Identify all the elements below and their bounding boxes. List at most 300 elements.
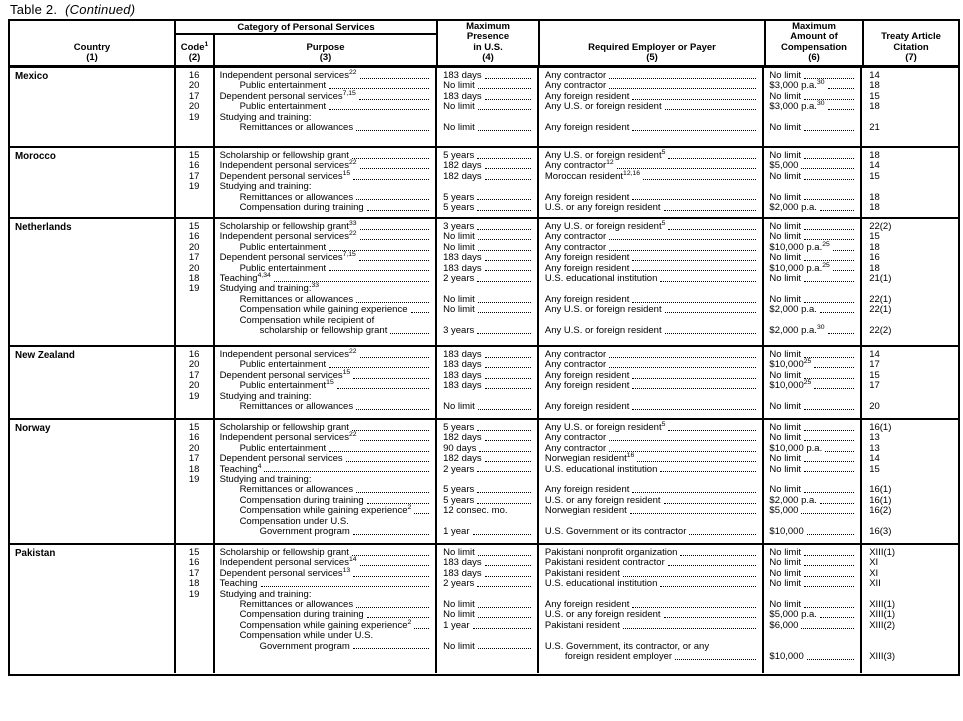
compensation-line: No limit xyxy=(769,423,858,433)
purpose-line: Scholarship or fellowship grant xyxy=(220,423,434,433)
compensation-line: $2,000 p.a. xyxy=(769,496,858,506)
footnote-marker: 22 xyxy=(348,431,357,439)
code-value xyxy=(176,642,213,652)
payer-line: Any U.S. or foreign resident xyxy=(545,326,761,336)
dot-leader xyxy=(353,569,429,577)
dot-leader xyxy=(668,423,756,431)
payer-line: Norwegian resident xyxy=(545,506,761,516)
footnote-marker: 15 xyxy=(326,379,334,387)
presence-line: 183 days xyxy=(443,569,535,579)
payer-line: Any contractor xyxy=(545,360,761,370)
presence-line: 183 days xyxy=(443,253,535,263)
purpose-line: scholarship or fellowship grant xyxy=(220,326,434,336)
dot-leader xyxy=(804,371,854,379)
compensation-line: No limit xyxy=(769,433,858,443)
footnote-marker: 33 xyxy=(311,282,320,290)
citation-value: 17 xyxy=(869,380,880,392)
dot-leader xyxy=(414,621,429,629)
payer-line: Any U.S. or foreign resident xyxy=(545,102,761,112)
footnote-marker: 5 xyxy=(661,149,666,156)
presence-col xyxy=(435,420,537,543)
dot-leader xyxy=(804,454,854,462)
cite-col xyxy=(860,219,958,345)
payer-col xyxy=(537,347,763,418)
header-purpose: Purpose (3) xyxy=(306,41,345,63)
code-value xyxy=(176,123,213,133)
citation-value: 14 xyxy=(869,160,880,172)
dot-leader xyxy=(485,371,531,379)
dot-leader xyxy=(609,360,756,368)
presence-line: 5 years xyxy=(443,423,535,433)
payer-line: Any foreign resident xyxy=(545,253,761,263)
payer-line: Any contractor xyxy=(545,433,761,443)
citation-value: 22(2) xyxy=(869,221,892,232)
country-col xyxy=(10,219,174,345)
presence-line: 183 days xyxy=(443,371,535,381)
payer-line: U.S. or any foreign resident xyxy=(545,610,761,620)
footnote-marker: 13 xyxy=(342,566,351,574)
presence-line: No limit xyxy=(443,102,535,112)
code-value: 19 xyxy=(188,111,200,123)
purpose-line: Independent personal services$^{14}$ xyxy=(220,558,434,568)
compensation-line xyxy=(769,182,858,192)
code-value xyxy=(176,203,213,213)
payer-line: U.S. educational institution xyxy=(545,274,761,284)
code-value xyxy=(176,527,213,537)
footnote-marker: 4 xyxy=(257,462,262,470)
dot-leader xyxy=(478,123,531,131)
citation-value: 18 xyxy=(869,80,880,92)
payer-line: Any foreign resident xyxy=(545,381,761,391)
dot-leader xyxy=(609,81,756,89)
code-value: 17 xyxy=(188,369,200,381)
footnote-marker: 4,34 xyxy=(257,271,271,279)
header-employer-payer: Required Employer or Payer (5) xyxy=(538,21,764,65)
footnote-marker: 22 xyxy=(348,69,357,76)
footnote-marker: 22 xyxy=(348,230,357,238)
purpose-line: Public entertainment xyxy=(220,444,434,454)
payer-line: U.S. Government, its contractor, or any xyxy=(544,640,710,652)
dot-leader xyxy=(478,295,531,303)
dot-leader xyxy=(360,558,430,566)
dot-leader xyxy=(660,465,756,473)
payer-line xyxy=(545,182,761,192)
presence-line: 183 days xyxy=(443,92,535,102)
dot-leader xyxy=(360,232,430,240)
purpose-line: Studying and training: xyxy=(219,181,312,193)
treaty-table xyxy=(8,19,960,676)
citation-value: 18 xyxy=(869,262,880,274)
footnote-marker: 33 xyxy=(348,220,357,227)
dot-leader xyxy=(804,253,854,261)
dot-leader xyxy=(360,222,430,230)
dot-leader xyxy=(828,102,855,110)
dot-leader xyxy=(804,123,854,131)
dot-leader xyxy=(478,610,531,618)
presence-line: 5 years xyxy=(443,193,535,203)
dot-leader xyxy=(632,600,756,608)
citation-value: 14 xyxy=(869,70,880,81)
footnote-marker: 25 xyxy=(822,261,830,269)
payer-line: U.S. Government or its contractor xyxy=(545,527,761,537)
compensation-line: No limit xyxy=(769,402,858,412)
dot-leader xyxy=(804,402,854,410)
dot-leader xyxy=(473,621,531,629)
dot-leader xyxy=(632,295,756,303)
purpose-col xyxy=(213,219,436,345)
compensation-line: No limit xyxy=(769,92,858,102)
dot-leader xyxy=(477,485,531,493)
dot-leader xyxy=(479,444,531,452)
country-block xyxy=(10,418,958,543)
country-col xyxy=(10,545,174,673)
dot-leader xyxy=(637,454,756,462)
dot-leader xyxy=(609,243,756,251)
comp-col xyxy=(762,545,860,673)
dot-leader xyxy=(485,569,531,577)
dot-leader xyxy=(352,548,429,556)
payer-line: Any foreign resident xyxy=(545,371,761,381)
dot-leader xyxy=(664,610,757,618)
dot-leader xyxy=(346,454,429,462)
code-value: 16 xyxy=(188,160,200,172)
citation-value: 16(1) xyxy=(869,494,892,506)
dot-leader xyxy=(353,172,429,180)
code-value: 16 xyxy=(188,70,200,81)
citation-value: 16(1) xyxy=(869,422,892,433)
dot-leader xyxy=(359,253,429,261)
citation-value xyxy=(869,631,958,641)
code-value: 15 xyxy=(188,547,200,558)
presence-line xyxy=(443,652,535,662)
dot-leader xyxy=(804,485,854,493)
purpose-line: Compensation while gaining experience xyxy=(220,305,434,315)
dot-leader xyxy=(804,600,854,608)
country-block xyxy=(10,217,958,345)
dot-leader xyxy=(680,548,756,556)
dot-leader xyxy=(668,558,757,566)
dot-leader xyxy=(804,295,854,303)
citation-value: 22(2) xyxy=(869,324,892,336)
dot-leader xyxy=(477,423,531,431)
dot-leader xyxy=(478,243,531,251)
payer-line: Any contractor xyxy=(545,350,761,360)
payer-line: Any foreign resident xyxy=(545,402,761,412)
purpose-line: Compensation during training xyxy=(220,496,434,506)
footnote-marker: 22 xyxy=(348,348,357,355)
payer-line: U.S. educational institution xyxy=(545,465,761,475)
payer-line: Any contractor xyxy=(545,232,761,242)
presence-line: 182 days xyxy=(443,454,535,464)
presence-line: 183 days xyxy=(443,350,535,360)
footnote-marker: 16 xyxy=(626,452,635,460)
presence-line: 5 years xyxy=(443,496,535,506)
code-value xyxy=(176,305,213,315)
country-name: Mexico xyxy=(15,71,49,82)
dot-leader xyxy=(367,610,429,618)
country-col xyxy=(10,420,174,543)
dot-leader xyxy=(477,465,531,473)
dot-leader xyxy=(804,433,854,441)
payer-line: Any foreign resident xyxy=(545,600,761,610)
dot-leader xyxy=(477,274,531,282)
purpose-line: Scholarship or fellowship grant xyxy=(220,548,434,558)
purpose-line: Remittances or allowances xyxy=(220,193,434,203)
footnote-marker: 5 xyxy=(661,421,666,428)
presence-line: 182 days xyxy=(443,433,535,443)
compensation-line: $10,000 xyxy=(769,527,858,537)
dot-leader xyxy=(485,264,531,272)
compensation-line: $3,000 p.a.$^{30}$ xyxy=(769,102,858,112)
dot-leader xyxy=(359,92,429,100)
country-block xyxy=(10,68,958,146)
code-col xyxy=(174,347,213,418)
presence-line: 2 years xyxy=(443,579,535,589)
citation-value: XI xyxy=(869,557,879,569)
dot-leader xyxy=(329,81,429,89)
purpose-col xyxy=(213,420,436,543)
dot-leader xyxy=(632,371,756,379)
purpose-line: Compensation while recipient of xyxy=(239,314,375,326)
dot-leader xyxy=(675,652,756,660)
comp-col xyxy=(762,420,860,543)
citation-value: 16(2) xyxy=(869,505,892,517)
compensation-line: No limit xyxy=(769,371,858,381)
payer-col xyxy=(537,68,763,146)
citation-value: 18 xyxy=(869,150,880,161)
dot-leader xyxy=(356,402,429,410)
presence-line: 5 years xyxy=(443,203,535,213)
code-col xyxy=(174,420,213,543)
footnote-marker: 25 xyxy=(822,240,830,248)
dot-leader xyxy=(820,305,854,313)
compensation-line: $2,000 p.a. xyxy=(769,203,858,213)
dot-leader xyxy=(804,92,854,100)
dot-leader xyxy=(804,222,854,230)
payer-line: Any foreign resident xyxy=(545,193,761,203)
dot-leader xyxy=(623,569,757,577)
compensation-line: No limit xyxy=(769,485,858,495)
citation-value: 16(1) xyxy=(869,484,892,496)
code-value: 17 xyxy=(188,567,200,579)
presence-col xyxy=(435,68,537,146)
purpose-line: Public entertainment xyxy=(220,81,434,91)
code-value: 20 xyxy=(188,380,200,392)
cite-col xyxy=(860,148,958,217)
table-header-row xyxy=(10,21,958,68)
dot-leader xyxy=(833,243,854,251)
dot-leader xyxy=(804,423,854,431)
purpose-line: Remittances or allowances xyxy=(220,123,434,133)
code-col xyxy=(174,148,213,217)
table-body xyxy=(10,68,958,673)
dot-leader xyxy=(485,161,531,169)
purpose-line: Dependent personal services xyxy=(220,454,434,464)
dot-leader xyxy=(477,151,531,159)
presence-line: No limit xyxy=(443,243,535,253)
purpose-line: Dependent personal services$^{15}$ xyxy=(220,371,434,381)
purpose-line: Compensation while gaining experience$^2$ xyxy=(220,621,434,631)
code-value xyxy=(176,485,213,495)
citation-value: 15 xyxy=(869,463,880,475)
purpose-line: Remittances or allowances xyxy=(220,600,434,610)
presence-line: No limit xyxy=(443,548,535,558)
dot-leader xyxy=(352,151,429,159)
payer-col xyxy=(537,420,763,543)
dot-leader xyxy=(411,305,430,313)
dot-leader xyxy=(367,203,429,211)
compensation-line: No limit xyxy=(769,558,858,568)
dot-leader xyxy=(807,527,854,535)
purpose-line: Teaching xyxy=(220,579,434,589)
cite-col xyxy=(860,347,958,418)
citation-value: 14 xyxy=(869,349,880,360)
citation-value: 13 xyxy=(869,432,880,444)
dot-leader xyxy=(632,253,756,261)
purpose-col xyxy=(213,148,436,217)
dot-leader xyxy=(356,193,429,201)
dot-leader xyxy=(665,326,757,334)
code-col xyxy=(174,219,213,345)
payer-col xyxy=(537,219,763,345)
presence-line: No limit xyxy=(443,642,535,652)
dot-leader xyxy=(367,496,429,504)
country-name: Pakistan xyxy=(15,548,56,559)
presence-line: No limit xyxy=(443,402,535,412)
compensation-line: $5,000 xyxy=(769,506,858,516)
payer-line: Any foreign resident xyxy=(545,485,761,495)
footnote-marker: 30 xyxy=(816,323,825,331)
cite-col xyxy=(860,420,958,543)
citation-value xyxy=(869,113,958,123)
dot-leader xyxy=(623,621,757,629)
compensation-line: $5,000 xyxy=(769,161,858,171)
purpose-line: Dependent personal services$^{7,15}$ xyxy=(220,253,434,263)
comp-col xyxy=(762,68,860,146)
payer-line: Moroccan resident$^{12,16}$ xyxy=(545,172,761,182)
dot-leader xyxy=(833,264,854,272)
country-col xyxy=(10,347,174,418)
dot-leader xyxy=(478,81,531,89)
dot-leader xyxy=(804,193,854,201)
citation-value: 18 xyxy=(869,191,880,203)
payer-line: Any contractor xyxy=(545,243,761,253)
code-value xyxy=(176,326,213,336)
dot-leader xyxy=(668,222,756,230)
dot-leader xyxy=(665,102,757,110)
dot-leader xyxy=(485,381,531,389)
dot-leader xyxy=(804,172,854,180)
dot-leader xyxy=(477,496,531,504)
dot-leader xyxy=(814,381,854,389)
code-value xyxy=(176,496,213,506)
code-value: 16 xyxy=(188,231,200,243)
dot-leader xyxy=(478,102,531,110)
dot-leader xyxy=(665,305,757,313)
dot-leader xyxy=(473,527,531,535)
purpose-line: Scholarship or fellowship grant$^{33}$ xyxy=(220,222,434,232)
citation-value: 14 xyxy=(869,453,880,465)
dot-leader xyxy=(485,253,531,261)
purpose-line: Dependent personal services$^{13}$ xyxy=(220,569,434,579)
compensation-line: No limit xyxy=(769,193,858,203)
dot-leader xyxy=(356,123,429,131)
country-name: Netherlands xyxy=(15,222,72,233)
purpose-col xyxy=(213,545,436,673)
dot-leader xyxy=(329,444,429,452)
compensation-line: No limit xyxy=(769,548,858,558)
purpose-line: Government program xyxy=(220,527,434,537)
dot-leader xyxy=(356,295,429,303)
citation-value: 15 xyxy=(869,90,880,102)
presence-col xyxy=(435,219,537,345)
citation-value: 17 xyxy=(869,359,880,371)
footnote-marker: 2 xyxy=(407,618,412,626)
dot-leader xyxy=(274,274,429,282)
citation-value: 21(1) xyxy=(869,272,892,284)
dot-leader xyxy=(807,652,854,660)
code-value xyxy=(176,402,213,412)
code-value: 16 xyxy=(188,557,200,569)
compensation-line: No limit xyxy=(769,222,858,232)
code-value: 20 xyxy=(188,101,200,113)
presence-line: 182 days xyxy=(443,161,535,171)
dot-leader xyxy=(485,172,531,180)
presence-col xyxy=(435,347,537,418)
citation-value: 22(1) xyxy=(869,304,892,316)
code-value: 20 xyxy=(188,241,200,253)
compensation-line: $3,000 p.a.$^{30}$ xyxy=(769,81,858,91)
header-max-compensation: Maximum Amount of Compensation (6) xyxy=(764,21,862,65)
purpose-line: Government program xyxy=(220,642,434,652)
purpose-line: Independent personal services$^{22}$ xyxy=(220,433,434,443)
purpose-line xyxy=(220,652,434,662)
dot-leader xyxy=(660,579,756,587)
dot-leader xyxy=(478,600,531,608)
dot-leader xyxy=(664,203,757,211)
country-name: Norway xyxy=(15,423,51,434)
compensation-line: $6,000 xyxy=(769,621,858,631)
dot-leader xyxy=(264,465,429,473)
header-max-presence: Maximum Presence in U.S. (4) xyxy=(436,21,538,65)
code-value: 18 xyxy=(188,578,200,590)
compensation-line: No limit xyxy=(769,295,858,305)
dot-leader xyxy=(828,81,855,89)
presence-line: 90 days xyxy=(443,444,535,454)
footnote-marker: 5 xyxy=(661,220,666,227)
purpose-line: Scholarship or fellowship grant xyxy=(220,151,434,161)
presence-line: No limit xyxy=(443,81,535,91)
code-value xyxy=(176,316,213,326)
presence-line: 5 years xyxy=(443,151,535,161)
comp-col xyxy=(762,219,860,345)
presence-line: 183 days xyxy=(443,381,535,391)
payer-line: Any U.S. or foreign resident$^5$ xyxy=(545,151,761,161)
compensation-line: No limit xyxy=(769,579,858,589)
presence-line xyxy=(443,631,535,641)
citation-value: XIII(1) xyxy=(869,598,896,610)
presence-line: No limit xyxy=(443,600,535,610)
code-col xyxy=(174,68,213,146)
dot-leader xyxy=(804,71,854,79)
purpose-line: Teaching$^4$ xyxy=(220,465,434,475)
purpose-col xyxy=(213,347,436,418)
compensation-line: $10,000$^{25}$ xyxy=(769,360,858,370)
dot-leader xyxy=(485,71,531,79)
citation-value: 18 xyxy=(869,201,880,213)
purpose-line: Studying and training: xyxy=(219,473,312,485)
country-col xyxy=(10,148,174,217)
